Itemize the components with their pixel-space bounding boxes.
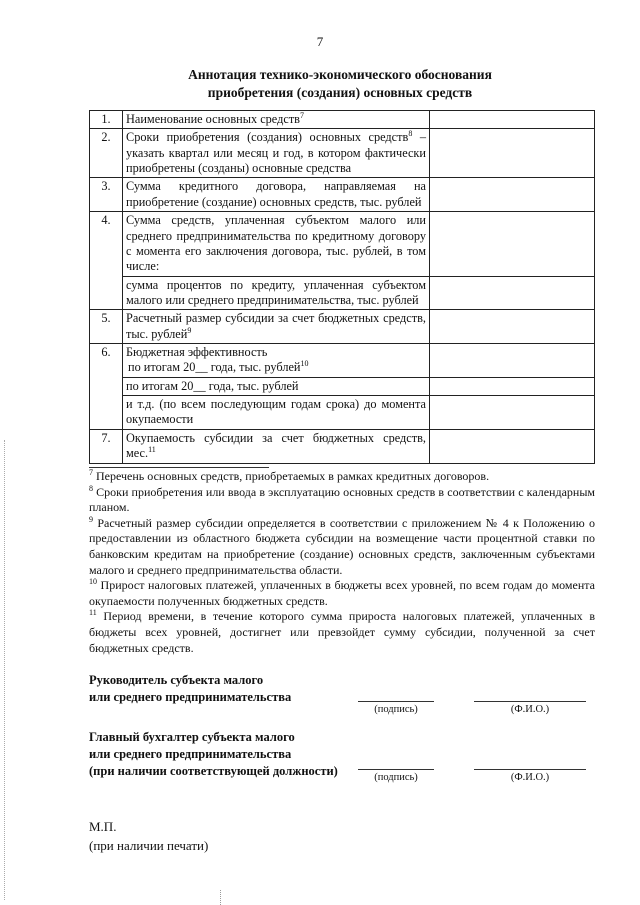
row-value-cell[interactable]	[430, 310, 595, 344]
footnote: $^7$ Перечень основных средств, приобретаемых в рамках кредитных договоров.	[89, 468, 490, 483]
row-number: 6.	[90, 344, 123, 430]
footnote: $^9$ Расчетный размер субсидии определяется в соответствии с приложением № 4 к Положению о предоставлении из областного бюджета субсидии на возмещение части процентной ставки по банковским кредитам на приобретение (создание) основных средств, заключенным субъектами малого и среднего предпринимательства области.	[89, 514, 595, 577]
row-value-cell[interactable]	[430, 129, 595, 178]
table-subrow	[90, 396, 595, 430]
footnote-ref: 7	[300, 110, 304, 120]
row-value-cell[interactable]	[430, 429, 595, 463]
table-subrow	[90, 377, 595, 395]
row-description: Наименование основных средств$^7$	[123, 111, 430, 129]
row-description: Сумма средств, уплаченная субъектом малого или среднего предпринимательства по кредитному договору с момента его заключения договора, тыс. рублей, в том числе:	[123, 212, 430, 276]
head-name-caption: (Ф.И.О.)	[510, 704, 550, 715]
row-number: 2.	[90, 129, 123, 178]
row-number: 5.	[90, 310, 123, 344]
accountant-signature-line[interactable]	[358, 769, 434, 770]
row-value-cell[interactable]	[430, 212, 595, 276]
row-number: 4.	[90, 212, 123, 310]
accountant-name-line[interactable]	[474, 769, 586, 770]
table-subrow	[90, 276, 595, 310]
row-value-cell[interactable]	[430, 178, 595, 212]
row-number: 1.	[90, 111, 123, 129]
accountant-name-caption: (Ф.И.О.)	[510, 772, 550, 783]
row-description: Расчетный размер субсидии за счет бюджетных средств, тыс. рублей$^9$	[123, 310, 430, 344]
footnote-ref: 11	[148, 445, 156, 455]
title-line-1: Аннотация технико-экономического обоснования	[188, 67, 492, 82]
table-row	[90, 111, 595, 129]
footnote-ref: 8	[408, 129, 413, 139]
scan-edge-mark	[220, 890, 221, 905]
footnotes	[89, 469, 595, 656]
accountant-signature-label: Главный бухгалтер субъекта малого или среднего предпринимательства (при наличии соответствующей должности)	[89, 730, 338, 778]
table-row	[90, 212, 595, 276]
row-value-cell[interactable]	[430, 111, 595, 129]
row-number: 7.	[90, 429, 123, 463]
table-row	[90, 344, 595, 378]
footnote-ref: 9	[187, 325, 192, 335]
table-row	[90, 178, 595, 212]
scan-edge-mark	[4, 440, 5, 900]
annotation-table	[89, 110, 595, 464]
row-description: по итогам 20__ года, тыс. рублей	[123, 377, 430, 395]
document-title	[90, 66, 590, 102]
row-description: Бюджетная эффективность по итогам 20__ года, тыс. рублей$^{10}$	[123, 344, 430, 378]
row-value-cell[interactable]	[430, 344, 595, 378]
head-signature-label: Руководитель субъекта малого или среднего предпринимательства	[89, 673, 292, 704]
row-number: 3.	[90, 178, 123, 212]
row-description: Сроки приобретения (создания) основных средств$^8$ – указать квартал или месяц и год, в котором фактически приобретены (созданы) основные средства	[123, 129, 430, 178]
row-description: и т.д. (по всем последующим годам срока) до момента окупаемости	[123, 396, 430, 430]
row-description: Сумма кредитного договора, направляемая на приобретение (создание) основных средств, тыс. рублей	[123, 178, 430, 212]
table-row	[90, 129, 595, 178]
row-description: сумма процентов по кредиту, уплаченная субъектом малого или среднего предпринимательства, тыс. рублей	[123, 276, 430, 310]
head-signature-caption: (подпись)	[374, 704, 418, 715]
footnote: $^{10}$ Прирост налоговых платежей, уплаченных в бюджеты всех уровней, по всем годам до момента окупаемости полученных бюджетных средств.	[89, 577, 595, 608]
footnote: $^8$ Сроки приобретения или ввода в эксплуатацию основных средств в соответствии с календарным планом.	[89, 483, 595, 515]
stamp-placeholder: М.П. (при наличии печати)	[89, 819, 209, 853]
head-signature-line[interactable]	[358, 701, 434, 702]
page-number: 7	[316, 34, 324, 49]
head-name-line[interactable]	[474, 701, 586, 702]
title-line-2: приобретения (создания) основных средств	[207, 85, 473, 101]
row-value-cell[interactable]	[430, 276, 595, 310]
table-row	[90, 429, 595, 463]
footnote-divider	[89, 467, 269, 468]
row-description: Окупаемость субсидии за счет бюджетных средств, мес.$^{11}$	[123, 429, 430, 463]
row-value-cell[interactable]	[430, 377, 595, 395]
footnote: $^{11}$ Период времени, в течение которого сумма прироста налоговых платежей, уплаченных в бюджеты всех уровней, достигнет или превзойдет сумму субсидии, полученной за счет бюджетных средств.	[89, 608, 595, 655]
footnote-ref: 10	[300, 359, 309, 369]
accountant-signature-caption: (подпись)	[374, 772, 418, 783]
row-value-cell[interactable]	[430, 396, 595, 430]
table-row	[90, 310, 595, 344]
